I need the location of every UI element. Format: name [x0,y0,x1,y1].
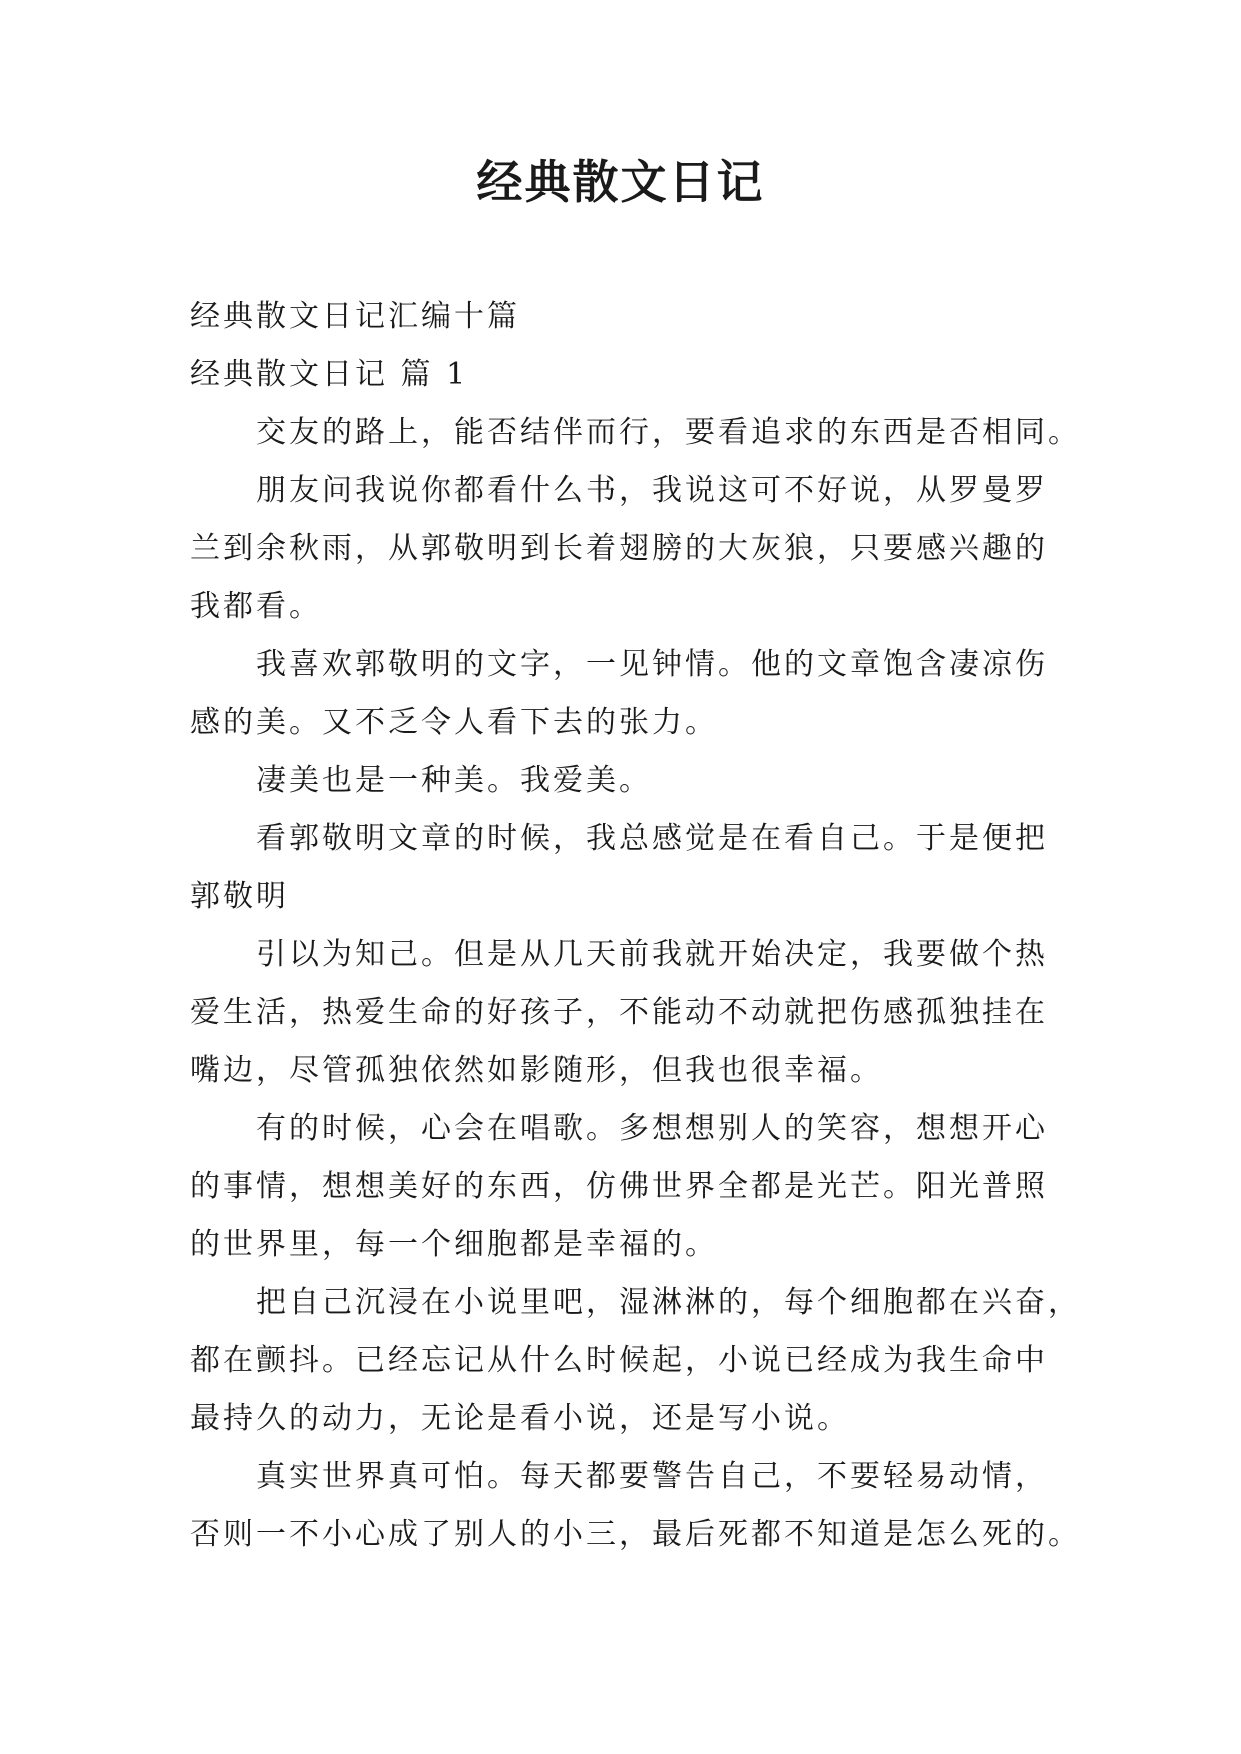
paragraph-line: 把自己沉浸在小说里吧，湿淋淋的，每个细胞都在兴奋， [256,1285,1081,1320]
document-title: 经典散文日记 [476,155,765,209]
document-body [190,288,1081,1564]
paragraph [190,810,1054,926]
paragraph [190,404,1081,462]
paragraph-line: 郭敬明 [190,879,289,914]
section-heading: 经典散文日记 篇 1 [190,357,469,392]
paragraph-line: 我喜欢郭敬明的文字，一见钟情。他的文章饱含凄凉伤 [256,647,1048,682]
paragraph [190,1100,1054,1274]
paragraph-line: 否则一不小心成了别人的小三，最后死都不知道是怎么死的。 [190,1517,1081,1552]
paragraph-line: 嘴边，尽管孤独依然如影随形，但我也很幸福。 [190,1053,883,1088]
paragraph [190,636,1054,752]
paragraph-line: 有的时候，心会在唱歌。多想想别人的笑容，想想开心 [256,1111,1048,1146]
paragraph-line: 朋友问我说你都看什么书，我说这可不好说，从罗曼罗 [256,473,1048,508]
paragraph [190,462,1054,636]
paragraph-line: 的世界里，每一个细胞都是幸福的。 [190,1227,718,1262]
paragraph-line: 感的美。又不乏令人看下去的张力。 [190,705,718,740]
paragraph-line: 看郭敬明文章的时候，我总感觉是在看自己。于是便把 [256,821,1048,856]
paragraph [190,1448,1081,1564]
paragraph-line: 引以为知己。但是从几天前我就开始决定，我要做个热 [256,937,1048,972]
document-subtitle: 经典散文日记汇编十篇 [190,299,520,334]
paragraph-line: 兰到余秋雨，从郭敬明到长着翅膀的大灰狼，只要感兴趣的 [190,531,1048,566]
paragraph-line: 交友的路上，能否结伴而行，要看追求的东西是否相同。 [256,415,1081,450]
paragraph-line: 我都看。 [190,589,322,624]
paragraph-line: 最持久的动力，无论是看小说，还是写小说。 [190,1401,850,1436]
paragraph-line: 凄美也是一种美。我爱美。 [256,763,652,798]
paragraph [190,1274,1081,1448]
paragraph [190,752,1054,810]
paragraph-line: 的事情，想想美好的东西，仿佛世界全都是光芒。阳光普照 [190,1169,1048,1204]
paragraph-line: 真实世界真可怕。每天都要警告自己，不要轻易动情， [256,1459,1048,1494]
paragraph [190,926,1054,1100]
paragraph-line: 爱生活，热爱生命的好孩子，不能动不动就把伤感孤独挂在 [190,995,1048,1030]
paragraph-line: 都在颤抖。已经忘记从什么时候起，小说已经成为我生命中 [190,1343,1048,1378]
